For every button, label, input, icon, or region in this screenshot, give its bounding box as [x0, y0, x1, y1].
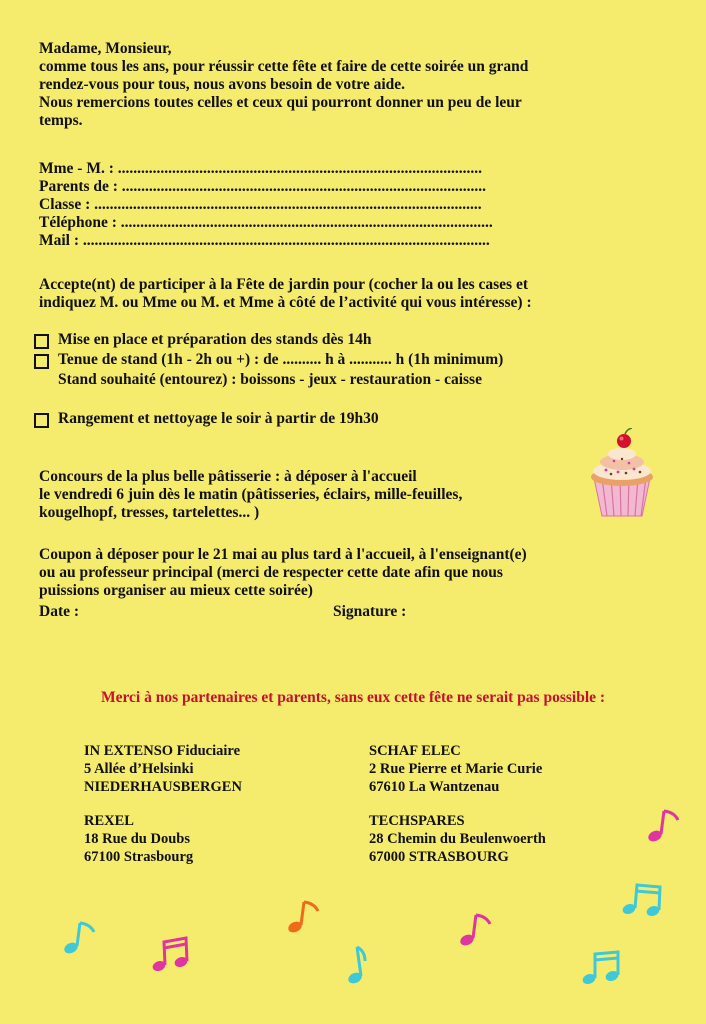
cleanup-option-label: Rangement et nettoyage le soir à partir de 19h30 [58, 410, 379, 427]
intro-line: temps. [39, 112, 83, 129]
music-note-icon [343, 943, 373, 987]
partner-name: IN EXTENSO Fiduciaire [84, 743, 241, 759]
stand-option-label: Tenue de stand (1h - 2h ou +) : de .......... h à ........... h (1h minimum) [58, 351, 504, 368]
cleanup-checkbox[interactable] [34, 413, 49, 428]
setup-checkbox[interactable] [34, 334, 49, 349]
music-note-icon [620, 880, 666, 920]
setup-option-label: Mise en place et préparation des stands dès 14h [58, 331, 372, 348]
partner-name: SCHAF ELEC [369, 743, 461, 759]
music-note-icon [644, 806, 684, 846]
coupon-line: puissions organiser au mieux cette soirée) [39, 582, 313, 599]
partner-street: 2 Rue Pierre et Marie Curie [369, 761, 543, 777]
date-label[interactable]: Date : [39, 603, 80, 620]
intro-line: Madame, Monsieur, [39, 40, 172, 57]
partner-city: 67000 STRASBOURG [369, 849, 509, 865]
contest-line: Concours de la plus belle pâtisserie : à déposer à l'accueil [39, 468, 417, 485]
coupon-line: ou au professeur principal (merci de respecter cette date afin que nous [39, 564, 503, 581]
field-phone[interactable]: Téléphone : ................................................................................................ [39, 214, 493, 231]
contest-line: kougelhopf, tresses, tartelettes... ) [39, 504, 260, 521]
coupon-line: Coupon à déposer pour le 21 mai au plus tard à l'accueil, à l'enseignant(e) [39, 546, 527, 563]
music-note-icon [284, 897, 324, 937]
thanks-heading: Merci à nos partenaires et parents, sans eux cette fête ne serait pas possible : [100, 689, 606, 706]
partner-block [84, 742, 242, 796]
contact-form [39, 160, 659, 250]
partner-city: 67610 La Wantzenau [369, 779, 500, 795]
partner-city: 67100 Strasbourg [84, 849, 194, 865]
accept-paragraph [39, 276, 659, 312]
field-name[interactable]: Mme - M. : .............................................................................................. [39, 160, 482, 177]
music-note-icon [60, 918, 100, 958]
stand-choice-label: Stand souhaité (entourez) : boissons - jeux - restauration - caisse [58, 371, 482, 388]
music-note-icon [456, 910, 496, 950]
field-class[interactable]: Classe : .................................................................................................... [39, 196, 482, 213]
partner-block [84, 812, 193, 866]
intro-paragraph [39, 40, 659, 130]
field-mail[interactable]: Mail : ......................................................................................................... [39, 232, 490, 249]
music-note-icon [580, 948, 624, 988]
coupon-paragraph [39, 546, 659, 600]
contest-paragraph [39, 468, 659, 522]
cupcake-illustration [584, 428, 660, 520]
signature-label[interactable]: Signature : [333, 603, 407, 620]
partner-street: 5 Allée d’Helsinki [84, 761, 194, 777]
music-note-icon [150, 935, 194, 975]
contest-line: le vendredi 6 juin dès le matin (pâtisseries, éclairs, mille-feuilles, [39, 486, 463, 503]
partner-street: 18 Rue du Doubs [84, 831, 190, 847]
accept-line: Accepte(nt) de participer à la Fête de jardin pour (cocher la ou les cases et [39, 276, 529, 293]
partner-city: NIEDERHAUSBERGEN [84, 779, 242, 795]
partner-name: REXEL [84, 813, 134, 829]
intro-line: comme tous les ans, pour réussir cette fête et faire de cette soirée un grand [39, 58, 529, 75]
intro-line: rendez-vous pour tous, nous avons besoin de votre aide. [39, 76, 406, 93]
partner-street: 28 Chemin du Beulenwoerth [369, 831, 546, 847]
partner-block [369, 812, 546, 866]
partner-block [369, 742, 542, 796]
partner-name: TECHSPARES [369, 813, 465, 829]
field-parents[interactable]: Parents de : .............................................................................................. [39, 178, 487, 195]
accept-line: indiquez M. ou Mme ou M. et Mme à côté de l’activité qui vous intéresse) : [39, 294, 532, 311]
stand-checkbox[interactable] [34, 354, 49, 369]
intro-line: Nous remercions toutes celles et ceux qui pourront donner un peu de leur [39, 94, 522, 111]
